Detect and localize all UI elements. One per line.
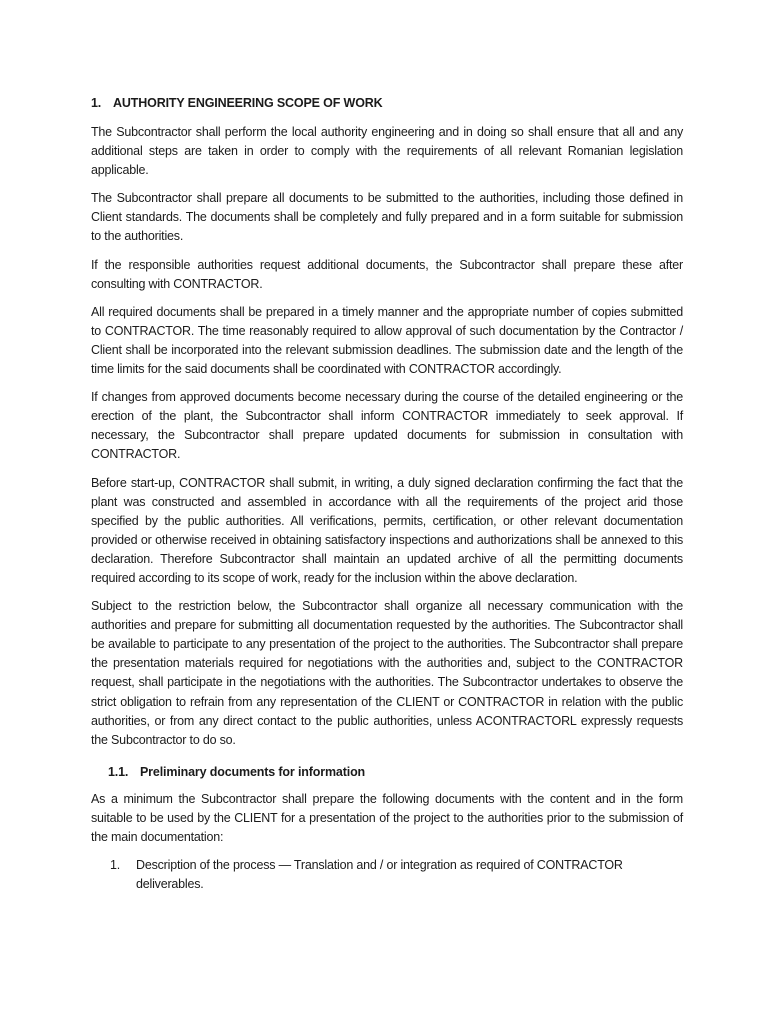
paragraph: The Subcontractor shall perform the local authority engineering and in doing so shall ensure that all and any additional steps are taken in order to comply with the requirements of all relevant Romanian legislation applicable.	[91, 125, 683, 178]
paragraph: If changes from approved documents become necessary during the course of the detailed engineering or the erection of the plant, the Subcontractor shall inform CONTRACTOR immediately to seek approval. If necessary, the Subcontractor shall prepare updated documents for submission in consultation with CONTRACTOR.	[91, 390, 683, 462]
section-title: AUTHORITY ENGINEERING SCOPE OF WORK	[113, 96, 383, 110]
paragraph: Subject to the restriction below, the Subcontractor shall organize all necessary communication with the authorities and prepare for submitting all documentation requested by the authorities. The Subcontractor shall be available to participate to any presentation of the project to the authorities. The Subcontractor shall prepare the presentation materials required for negotiations with the authorities and, subject to the CONTRACTOR request, shall participate in the negotiations with the authorities. The Subcontractor undertakes to observe the strict obligation to refrain from any representation of the CLIENT or CONTRACTOR in relation with the public authorities, or from any direct contact to the public authorities, unless ACONTRACTORL expressly requests the Subcontractor to do so.	[91, 599, 683, 747]
list-item-number: 1.	[110, 858, 121, 873]
subsection-title: Preliminary documents for information	[140, 764, 366, 779]
list-item	[110, 856, 683, 894]
paragraph: The Subcontractor shall prepare all documents to be submitted to the authorities, including those defined in Client standards. The documents shall be completely and fully prepared and in a form suitable for submission to the authorities.	[91, 191, 683, 244]
numbered-list	[91, 856, 683, 894]
section-number: 1.	[91, 96, 102, 110]
list-item-text: Description of the process — Translation and / or integration as required of CONTRACTOR deliverables.	[136, 858, 623, 892]
subsection-intro: As a minimum the Subcontractor shall prepare the following documents with the content and in the form suitable to be used by the CLIENT for a presentation of the project to the authorities prior to the submission of the main documentation:	[91, 791, 683, 844]
paragraph: Before start-up, CONTRACTOR shall submit, in writing, a duly signed declaration confirming the fact that the plant was constructed and assembled in accordance with all the requirements of the project arid those specified by the public authorities. All verifications, permits, certification, or other relevant documentation provided or otherwise received in obtaining satisfactory inspections and authorizations shall be annexed to this declaration. Therefore Subcontractor shall maintain an updated archive of all the permitting documents required according to its scope of work, ready for the inclusion within the above declaration.	[91, 475, 683, 585]
paragraph: If the responsible authorities request additional documents, the Subcontractor shall prepare these after consulting with CONTRACTOR.	[91, 257, 683, 291]
subsection-heading	[108, 763, 683, 781]
section-heading	[91, 94, 683, 112]
subsection-number: 1.1.	[108, 764, 129, 779]
paragraph: All required documents shall be prepared in a timely manner and the appropriate number of copies submitted to CONTRACTOR. The time reasonably required to allow approval of such documentation by the Contractor / Client shall be incorporated into the relevant submission deadlines. The submission date and the length of the time limits for the said documents shall be coordinated with CONTRACTOR accordingly.	[91, 304, 683, 377]
